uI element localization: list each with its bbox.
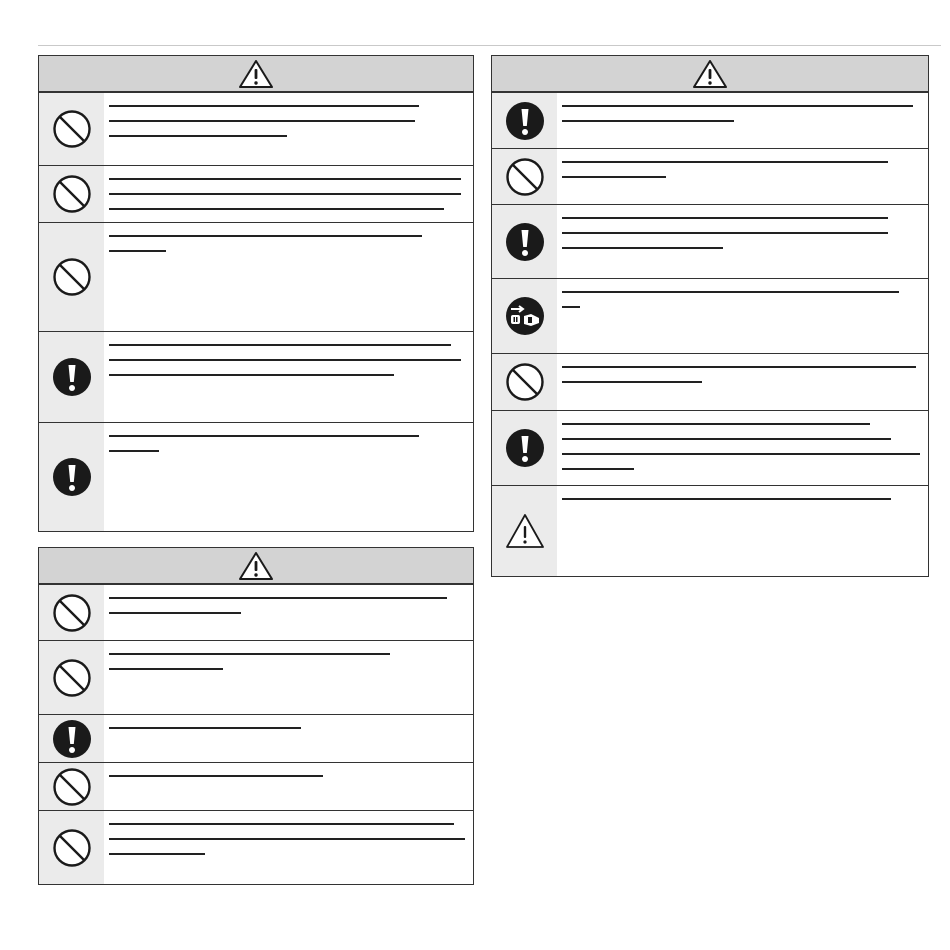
text-line-placeholder: [562, 438, 891, 440]
row-icon-cell: [39, 332, 104, 422]
text-line-placeholder: [562, 381, 702, 383]
page-top-rule: [38, 45, 941, 46]
text-line-placeholder: [562, 161, 888, 163]
table-header: [492, 56, 928, 92]
row-icon-cell: [39, 641, 104, 714]
precaution-row: [492, 92, 928, 148]
row-text: [104, 585, 473, 640]
row-icon-cell: [492, 205, 557, 278]
row-icon-cell: [39, 93, 104, 165]
mandatory-action-icon: [52, 357, 92, 397]
mandatory-action-icon: [52, 719, 92, 759]
text-line-placeholder: [109, 612, 241, 614]
caution-triangle-icon: [505, 513, 545, 549]
precaution-row: [492, 485, 928, 576]
text-line-placeholder: [109, 838, 465, 840]
text-line-placeholder: [109, 135, 287, 137]
row-text: [104, 93, 473, 165]
text-line-placeholder: [109, 668, 223, 670]
safety-table-1: [38, 55, 474, 532]
row-text: [104, 641, 473, 714]
text-line-placeholder: [562, 232, 888, 234]
text-line-placeholder: [109, 120, 415, 122]
row-icon-cell: [39, 223, 104, 331]
row-text: [557, 93, 928, 148]
text-line-placeholder: [109, 853, 205, 855]
row-icon-cell: [492, 354, 557, 410]
mandatory-action-icon: [505, 222, 545, 262]
text-line-placeholder: [109, 823, 454, 825]
table-header: [39, 548, 473, 584]
text-line-placeholder: [109, 450, 159, 452]
warning-triangle-icon: [238, 551, 274, 581]
text-line-placeholder: [109, 235, 422, 237]
row-text: [557, 149, 928, 204]
precaution-row: [39, 762, 473, 810]
text-line-placeholder: [562, 423, 870, 425]
mandatory-action-icon: [505, 101, 545, 141]
prohibition-icon: [52, 174, 92, 214]
text-line-placeholder: [562, 366, 916, 368]
table-header: [39, 56, 473, 92]
row-text: [104, 811, 473, 884]
row-text: [557, 279, 928, 353]
text-line-placeholder: [562, 247, 723, 249]
text-line-placeholder: [562, 176, 666, 178]
text-line-placeholder: [109, 359, 461, 361]
text-line-placeholder: [562, 468, 634, 470]
row-text: [104, 763, 473, 810]
precaution-row: [39, 165, 473, 222]
mandatory-action-icon: [505, 428, 545, 468]
row-text: [557, 354, 928, 410]
text-line-placeholder: [109, 775, 323, 777]
text-line-placeholder: [109, 250, 166, 252]
row-text: [104, 423, 473, 531]
prohibition-icon: [52, 828, 92, 868]
prohibition-icon: [52, 658, 92, 698]
row-icon-cell: [492, 486, 557, 576]
precaution-row: [39, 714, 473, 762]
row-icon-cell: [39, 715, 104, 762]
prohibition-icon: [52, 109, 92, 149]
text-line-placeholder: [109, 208, 444, 210]
row-icon-cell: [492, 93, 557, 148]
row-text: [104, 166, 473, 222]
text-line-placeholder: [562, 105, 913, 107]
row-icon-cell: [39, 763, 104, 810]
precaution-row: [39, 92, 473, 165]
prohibition-icon: [505, 157, 545, 197]
precaution-row: [492, 204, 928, 278]
text-line-placeholder: [562, 291, 899, 293]
row-icon-cell: [492, 279, 557, 353]
row-icon-cell: [39, 811, 104, 884]
text-line-placeholder: [109, 435, 419, 437]
row-icon-cell: [492, 411, 557, 485]
safety-table-3: [491, 55, 929, 577]
precaution-row: [492, 353, 928, 410]
prohibition-icon: [52, 593, 92, 633]
prohibition-icon: [52, 767, 92, 807]
precaution-row: [492, 410, 928, 485]
text-line-placeholder: [109, 344, 451, 346]
precaution-row: [39, 331, 473, 422]
text-line-placeholder: [562, 498, 891, 500]
text-line-placeholder: [109, 374, 394, 376]
unplug-icon: [505, 296, 545, 336]
row-icon-cell: [39, 423, 104, 531]
precaution-row: [492, 278, 928, 353]
text-line-placeholder: [109, 105, 419, 107]
precaution-row: [39, 584, 473, 640]
warning-triangle-icon: [238, 59, 274, 89]
text-line-placeholder: [562, 217, 888, 219]
row-icon-cell: [492, 149, 557, 204]
row-text: [557, 205, 928, 278]
safety-table-2: [38, 547, 474, 885]
text-line-placeholder: [109, 193, 461, 195]
text-line-placeholder: [109, 597, 447, 599]
mandatory-action-icon: [52, 457, 92, 497]
text-line-placeholder: [562, 453, 920, 455]
text-line-placeholder: [109, 727, 301, 729]
text-line-placeholder: [562, 306, 580, 308]
text-line-placeholder: [109, 653, 390, 655]
row-icon-cell: [39, 585, 104, 640]
precaution-row: [492, 148, 928, 204]
row-text: [104, 223, 473, 331]
warning-triangle-icon: [692, 59, 728, 89]
precaution-row: [39, 222, 473, 331]
row-text: [104, 715, 473, 762]
text-line-placeholder: [109, 178, 461, 180]
precaution-row: [39, 640, 473, 714]
row-icon-cell: [39, 166, 104, 222]
prohibition-icon: [505, 362, 545, 402]
text-line-placeholder: [562, 120, 734, 122]
precaution-row: [39, 422, 473, 531]
precaution-row: [39, 810, 473, 884]
prohibition-icon: [52, 257, 92, 297]
row-text: [557, 486, 928, 576]
row-text: [557, 411, 928, 485]
row-text: [104, 332, 473, 422]
